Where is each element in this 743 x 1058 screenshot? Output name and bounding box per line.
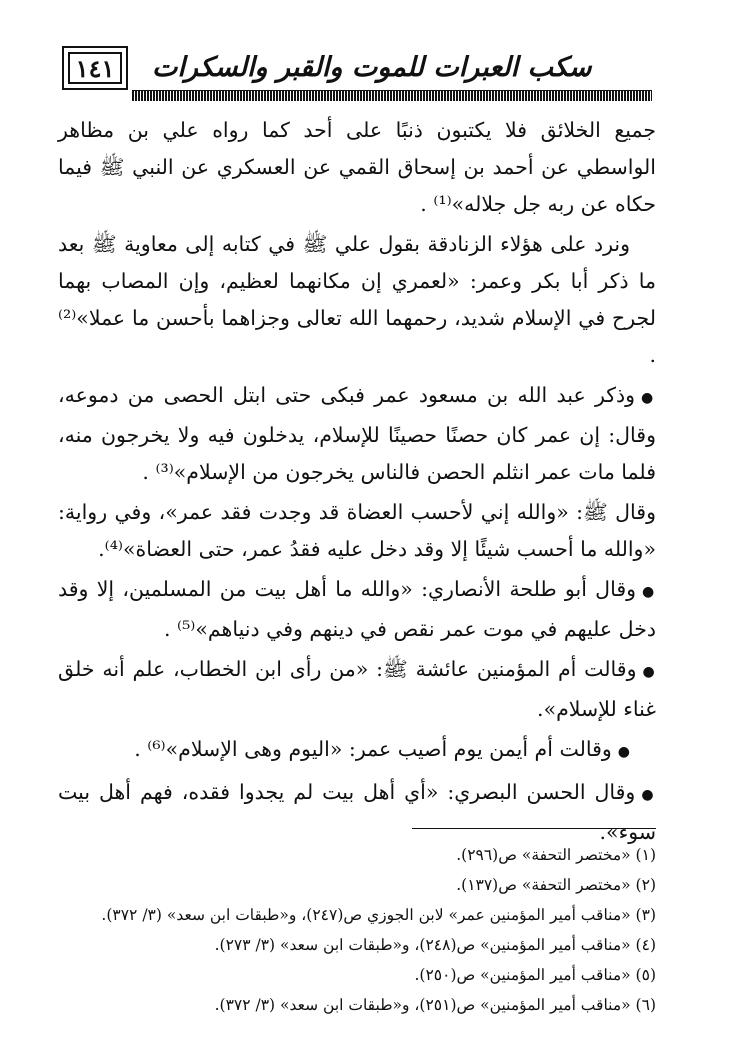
footnote: (١) «مختصر التحفة» ص(٢٩٦). xyxy=(456,846,656,864)
bullet-icon: ● xyxy=(642,664,656,680)
bullet-icon: ● xyxy=(642,584,656,600)
running-title: سكب العبرات للموت والقبر والسكرات xyxy=(152,51,592,83)
footnote-separator xyxy=(412,828,656,829)
paragraph: ونرد على هؤلاء الزنادقة بقول علي ﷺ في كتابه إلى معاوية ﷺ بعد ما ذكر أبا بكر وعمر: «لعمري إن مكانهما لعظيم، وإن المصاب بهما لجرح في الإسلام شديد، رحمهما الله تعالى وجزاهما بأحسن ما عملا»⁽²⁾ . xyxy=(58,232,656,367)
footnote: (٣) «مناقب أمير المؤمنين عمر» لابن الجوزي ص(٢٤٧)، و«طبقات ابن سعد» (٣/ ٣٧٢). xyxy=(101,906,656,924)
footnote: (٦) «مناقب أمير المؤمنين» ص(٢٥١)، و«طبقات ابن سعد» (٣/ ٣٧٢). xyxy=(214,996,656,1014)
paragraph: جميع الخلائق فلا يكتبون ذنبًا على أحد كما رواه علي بن مظاهر الواسطي عن أحمد بن إسحاق القمي عن العسكري عن النبي ﷺ فيما حكاه عن ربه جل جلاله»⁽¹⁾ . xyxy=(58,118,656,216)
paragraph: وقال ﷺ: «والله إني لأحسب العضاة قد وجدت فقد عمر»، وفي رواية: «والله ما أحسب شيئًا إلا وقد دخل عليه فقدُ عمر، حتى العضاة»⁽⁴⁾. xyxy=(58,500,656,561)
paragraph: ●وقال أبو طلحة الأنصاري: «والله ما أهل بيت من المسلمين، إلا وقد دخل عليهم في موت عمر نقص في دينهم وفي دنياهم»⁽⁵⁾ . xyxy=(58,577,656,641)
footnote: (٤) «مناقب أمير المؤمنين» ص(٢٤٨)، و«طبقات ابن سعد» (٣/ ٢٧٣). xyxy=(214,936,656,954)
paragraph: ●وذكر عبد الله بن مسعود عمر فبكى حتى ابتل الحصى من دموعه، وقال: إن عمر كان حصنًا حصينًا للإسلام، يدخلون فيه ولا يخرجون منه، فلما مات عمر انثلم الحصن فالناس يخرجون من الإسلام»⁽³⁾ . xyxy=(58,383,657,484)
bullet-icon: ● xyxy=(641,390,657,406)
paragraph: ●وقالت أم أيمن يوم أصيب عمر: «اليوم وهى الإسلام»⁽⁶⁾ . xyxy=(134,737,630,761)
footnote: (٥) «مناقب أمير المؤمنين» ص(٢٥٠). xyxy=(414,966,656,984)
footnote: (٢) «مختصر التحفة» ص(١٣٧). xyxy=(456,876,656,894)
footnotes xyxy=(60,840,656,1020)
page-number: ١٤١ xyxy=(62,46,128,90)
header-rule xyxy=(132,90,652,101)
page-header xyxy=(62,46,652,106)
paragraph: ●وقال الحسن البصري: «أي أهل بيت لم يجدوا فقده، فهم أهل بيت سوء». xyxy=(58,780,656,844)
bullet-icon: ● xyxy=(617,744,630,760)
bullet-icon: ● xyxy=(641,787,656,803)
paragraph: ●وقالت أم المؤمنين عائشة ﷺ: «من رأى ابن الخطاب، علم أنه خلق غناء للإسلام». xyxy=(58,657,656,721)
main-text xyxy=(58,112,656,854)
